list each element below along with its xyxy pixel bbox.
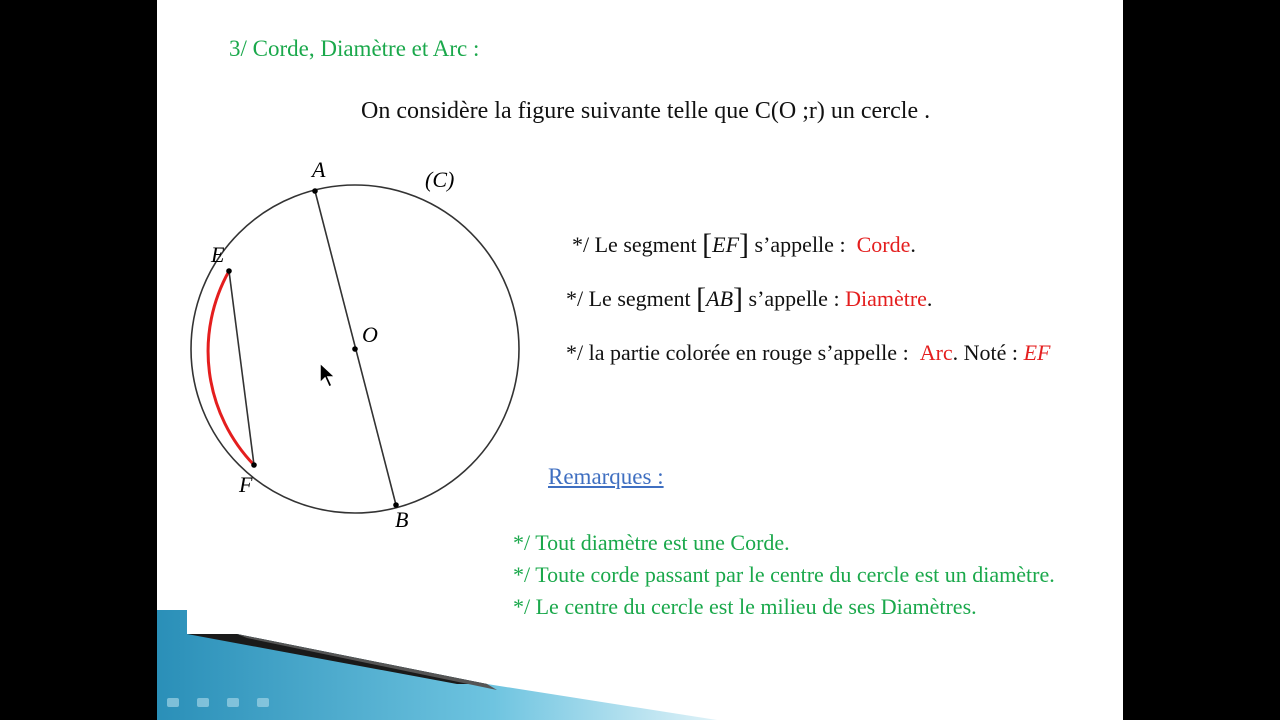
label-circle-c: (C) bbox=[425, 167, 455, 192]
definition-chord bbox=[572, 226, 916, 260]
definition-chord-end: . bbox=[910, 232, 916, 257]
remark-item: */ Tout diamètre est une Corde. bbox=[513, 530, 790, 555]
term-diametre: Diamètre bbox=[845, 286, 927, 311]
segment-ab: AB bbox=[706, 286, 734, 311]
remarks-title: Remarques : bbox=[548, 464, 664, 489]
label-o: O bbox=[362, 322, 378, 347]
definition-diameter bbox=[566, 280, 932, 314]
label-b: B bbox=[395, 507, 409, 532]
remark-item: */ Toute corde passant par le centre du cercle est un diamètre. bbox=[513, 562, 1055, 587]
pen-icon[interactable] bbox=[197, 698, 209, 707]
label-a: A bbox=[312, 157, 326, 182]
label-f: F bbox=[239, 472, 253, 497]
bracket-left: [ bbox=[696, 282, 707, 315]
definition-diameter-prefix: */ Le segment bbox=[566, 286, 697, 311]
mouse-pointer-icon bbox=[318, 361, 338, 391]
arc-ef bbox=[208, 271, 254, 465]
definition-diameter-end: . bbox=[926, 286, 933, 311]
notation-ef: EF bbox=[1023, 340, 1051, 365]
point-a bbox=[312, 188, 318, 194]
definition-diameter-suffix: s’appelle : bbox=[743, 286, 846, 311]
definition-arc-middle: . Noté : bbox=[952, 340, 1024, 365]
nav-back-icon[interactable] bbox=[167, 698, 179, 707]
point-e bbox=[226, 268, 232, 274]
slides-icon[interactable] bbox=[227, 698, 239, 707]
menu-icon[interactable] bbox=[257, 698, 269, 707]
intro-text: On considère la figure suivante telle que C(O ;r) un cercle . bbox=[361, 98, 931, 124]
bracket-right: ] bbox=[739, 228, 750, 261]
bracket-right: ] bbox=[733, 282, 744, 315]
label-e: E bbox=[211, 242, 225, 267]
term-corde: Corde bbox=[856, 232, 911, 257]
definition-arc-prefix: */ la partie colorée en rouge s’appelle : bbox=[566, 340, 915, 365]
point-f bbox=[251, 462, 257, 468]
slide-title: 3/ Corde, Diamètre et Arc : bbox=[229, 36, 480, 61]
remark-item: */ Le centre du cercle est le milieu de ses Diamètres. bbox=[513, 594, 977, 619]
slide bbox=[157, 0, 1123, 720]
definition-arc bbox=[566, 340, 1050, 366]
definition-chord-suffix: s’appelle : bbox=[749, 232, 852, 257]
segment-ef: EF bbox=[712, 232, 740, 257]
bracket-left: [ bbox=[702, 228, 713, 261]
slide-decoration bbox=[157, 600, 717, 720]
term-arc: Arc bbox=[919, 340, 953, 365]
point-o bbox=[352, 346, 358, 352]
definition-chord-prefix: */ Le segment bbox=[572, 232, 703, 257]
